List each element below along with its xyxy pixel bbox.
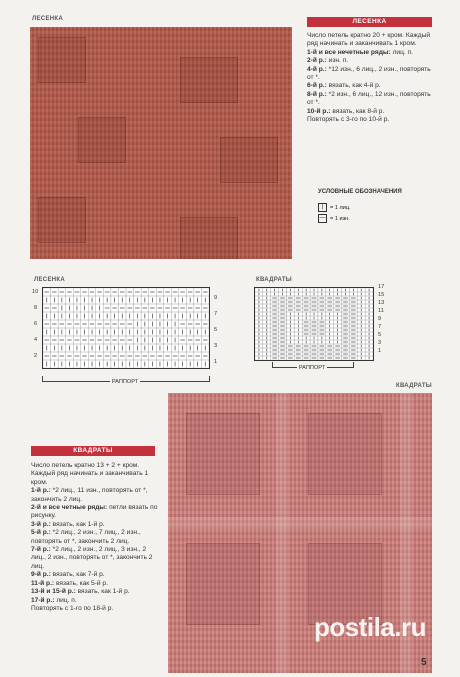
knit-photo-ladder	[30, 27, 292, 259]
knit-symbol: |	[318, 203, 327, 212]
squares-line: 9-й р.: вязать, как 7-й р.	[31, 571, 105, 579]
squares-line: 3-й р.: вязать, как 1-й р.	[31, 520, 105, 528]
squares-line: 1-й р.: *2 лиц., 11 изн., повторять от *, закончить 2 лиц.	[31, 487, 148, 503]
ladder-line: Повторять с 3-го по 10-й р.	[307, 116, 390, 124]
chart-squares-numbers: 17 15 13 11 9 7 5 3 1	[378, 284, 385, 354]
ladder-line: 6-й р.: вязать, как 4-й р.	[307, 82, 381, 90]
page-number: 5	[421, 657, 427, 668]
ladder-header: ЛЕСЕНКА	[307, 17, 432, 27]
chart-ladder-numbers-right: 9 7 5 3 1	[214, 295, 218, 365]
chart-ladder-repeat: РАППОРТ	[42, 376, 208, 386]
legend-title: УСЛОВНЫЕ ОБОЗНАЧЕНИЯ	[318, 189, 402, 195]
chart-ladder-grid	[42, 287, 210, 369]
chart-ladder-title: ЛЕСЕНКА	[34, 277, 65, 283]
squares-line: Повторять с 1-го по 18-й р.	[31, 604, 114, 612]
ladder-line: Число петель кратно 20 + кром. Каждый ряд начинать и заканчивать 1 кром.	[307, 32, 431, 48]
photo-caption-squares: КВАДРАТЫ	[396, 383, 432, 389]
squares-instructions	[31, 462, 161, 613]
ladder-line: 10-й р.: вязать, как 8-й р.	[307, 107, 385, 115]
knit-photo-squares	[168, 393, 432, 673]
squares-line: 5-й р.: *2 лиц., 2 изн., 7 лиц., 2 изн., повторять от *, закончить 2 лиц.	[31, 529, 141, 545]
ladder-line: 1-й и все нечетные ряды: лиц. п.	[307, 48, 413, 56]
chart-squares-grid	[254, 287, 374, 361]
ladder-line: 2-й р.: изн. п.	[307, 57, 349, 65]
photo-caption-ladder: ЛЕСЕНКА	[32, 16, 63, 22]
ladder-line: 8-й р.: *2 изн., 6 лиц., 12 изн., повторять от *.	[307, 90, 431, 107]
legend-purl	[318, 214, 350, 223]
ladder-line: 4-й р.: *12 изн., 6 лиц., 2 изн., повторять от *.	[307, 65, 431, 82]
squares-line: 11-й р.: вязать, как 5-й р.	[31, 579, 108, 587]
squares-line: 2-й и все четные ряды: петли вязать по рисунку.	[31, 504, 158, 520]
purl-symbol: —	[319, 215, 326, 221]
squares-line: 13-й и 15-й р.: вязать, как 1-й р.	[31, 588, 130, 596]
legend-purl-text: = 1 изн.	[330, 215, 350, 222]
squares-line: Число петель кратно 13 + 2 + кром. Каждый ряд начинать и заканчивать 1 кром.	[31, 462, 149, 486]
legend-knit	[318, 203, 351, 212]
squares-line: 7-й р.: *2 лиц., 2 изн., 2 лиц., 3 изн., 2 лиц., 2 изн., повторять от *, закончить 2 лиц.	[31, 546, 153, 570]
chart-squares-repeat: РАППОРТ	[256, 362, 368, 372]
ladder-instructions	[307, 32, 439, 124]
chart-ladder-numbers-left: 10 8 6 4 2	[32, 289, 39, 359]
squares-header: КВАДРАТЫ	[31, 446, 155, 456]
squares-line: 17-й р.: лиц. п.	[31, 596, 77, 604]
legend-knit-text: = 1 лиц.	[330, 204, 351, 211]
chart-squares-title: КВАДРАТЫ	[256, 277, 292, 283]
watermark: postila.ru	[313, 612, 426, 642]
